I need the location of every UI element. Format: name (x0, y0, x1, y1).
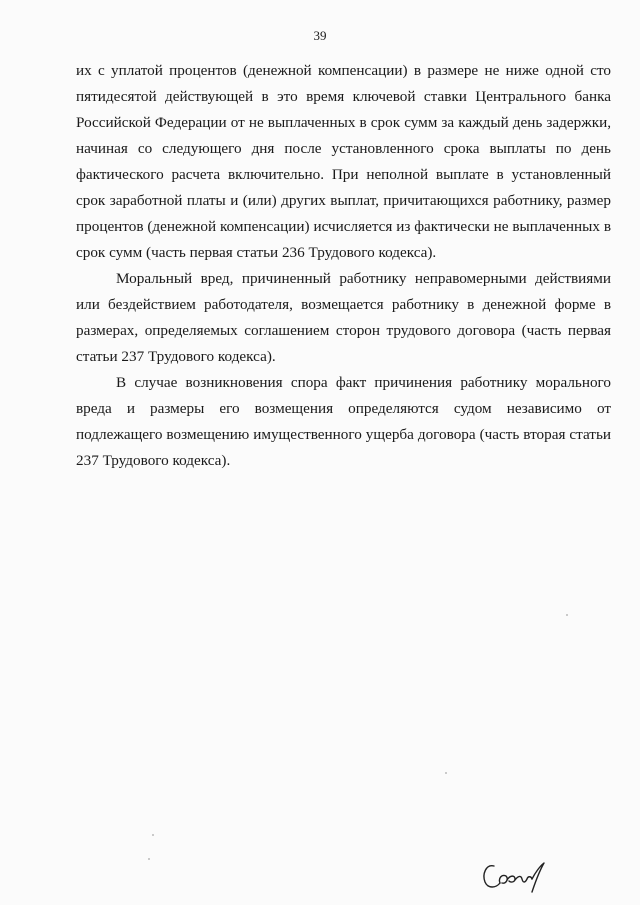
paragraph-dispute: В случае возникновения спора факт причинения работнику морального вреда и размеры его возмещения определяются судом независимо от подлежащего возмещению имущественного ущерба договора (часть вторая статьи 237 Трудового кодекса). (76, 374, 611, 469)
paragraph-continuation: их с уплатой процентов (денежной компенсации) в размере не ниже одной сто пятидесятой действующей в это время ключевой ставки Центрального банка Российской Федерации от не выплаченных в срок сумм за каждый день задержки, начиная со следующего дня после установленного срока выплаты по день фактического расчета включительно. При неполной выплате в установленный срок заработной платы и (или) других выплат, причитающихся работнику, размер процентов (денежной компенсации) исчисляется из фактически не выплаченных в срок сумм (часть первая статьи 236 Трудового кодекса). (76, 62, 611, 261)
scan-speck (148, 858, 150, 860)
scan-speck (152, 834, 154, 836)
scan-speck (566, 614, 568, 616)
document-body (76, 58, 611, 474)
page-number: 39 (313, 28, 327, 43)
paragraph-moral-damage: Моральный вред, причиненный работнику неправомерными действиями или бездействием работодателя, возмещается работнику в денежной форме в размерах, определяемых соглашением сторон трудового договора (часть первая статьи 237 Трудового кодекса). (76, 270, 611, 365)
scan-speck (445, 772, 447, 774)
handwritten-signature (480, 856, 550, 896)
